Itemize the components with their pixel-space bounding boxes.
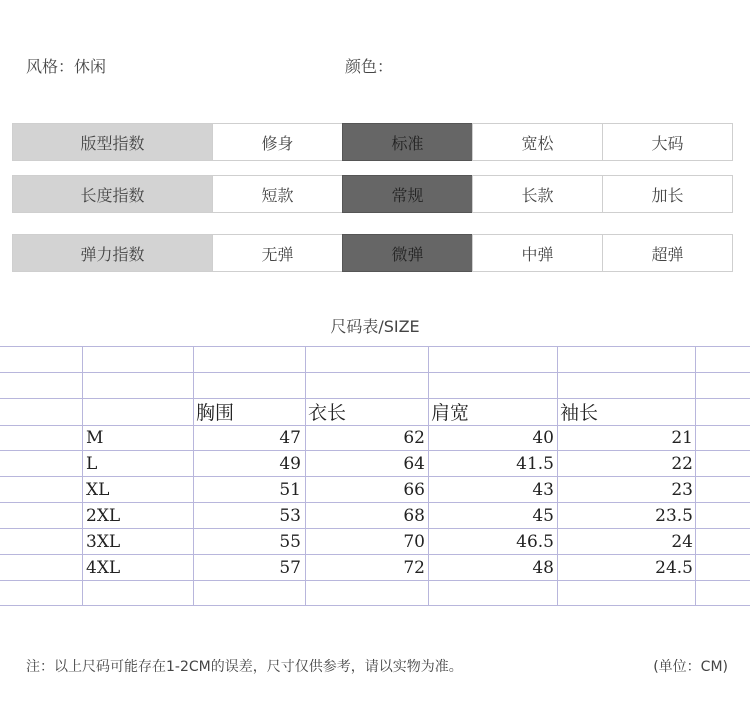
- stretch-option-slight: 微弹: [342, 234, 473, 272]
- size-label: M: [86, 428, 104, 448]
- chest-value: 47: [279, 428, 301, 448]
- length-index-label: 长度指数: [12, 175, 213, 213]
- shoulder-value: 43: [532, 480, 554, 500]
- grid-line: [557, 346, 558, 606]
- shoulder-value: 48: [532, 558, 554, 578]
- sleeve-value: 24: [671, 532, 693, 552]
- length-option-short: 短款: [212, 175, 343, 213]
- size-label: 2XL: [86, 506, 121, 526]
- length-index-row: [12, 175, 750, 213]
- stretch-option-super: 超弹: [602, 234, 733, 272]
- sleeve-value: 23: [671, 480, 693, 500]
- stretch-index-label: 弹力指数: [12, 234, 213, 272]
- length-option-long: 长款: [472, 175, 603, 213]
- style-label: 风格：休闲: [26, 57, 107, 76]
- grid-line: [0, 554, 750, 555]
- size-label: 3XL: [86, 532, 121, 552]
- length-option-extra-long: 加长: [602, 175, 733, 213]
- size-label: 4XL: [86, 558, 121, 578]
- grid-line: [428, 346, 429, 606]
- disclaimer-note: 注：以上尺码可能存在1-2CM的误差，尺寸仅供参考，请以实物为准。: [26, 659, 463, 675]
- fit-option-standard: 标准: [342, 123, 473, 161]
- fit-index-row: [12, 123, 750, 161]
- length-value: 66: [403, 480, 425, 500]
- chest-value: 49: [279, 454, 301, 474]
- sleeve-value: 22: [671, 454, 693, 474]
- fit-option-loose: 宽松: [472, 123, 603, 161]
- length-value: 64: [403, 454, 425, 474]
- sleeve-value: 24.5: [655, 558, 693, 578]
- sleeve-value: 23.5: [655, 506, 693, 526]
- grid-line: [0, 502, 750, 503]
- chest-value: 51: [279, 480, 301, 500]
- shoulder-value: 45: [532, 506, 554, 526]
- fit-option-slim: 修身: [212, 123, 343, 161]
- header-chest: 胸围: [196, 402, 235, 424]
- chest-value: 57: [279, 558, 301, 578]
- sleeve-value: 21: [671, 428, 693, 448]
- length-value: 62: [403, 428, 425, 448]
- grid-line: [0, 346, 750, 347]
- grid-line: [0, 605, 750, 606]
- color-label: 颜色：: [345, 57, 394, 76]
- grid-line: [193, 346, 194, 606]
- fit-option-large: 大码: [602, 123, 733, 161]
- grid-line: [0, 398, 750, 399]
- grid-line: [695, 346, 696, 606]
- grid-line: [0, 372, 750, 373]
- fit-index-label: 版型指数: [12, 123, 213, 161]
- stretch-option-none: 无弹: [212, 234, 343, 272]
- length-value: 70: [403, 532, 425, 552]
- size-label: L: [86, 454, 98, 474]
- size-chart-title: 尺码表/SIZE: [330, 317, 420, 336]
- length-value: 72: [403, 558, 425, 578]
- unit-label: (单位：CM): [653, 659, 728, 675]
- shoulder-value: 41.5: [516, 454, 554, 474]
- grid-line: [0, 580, 750, 581]
- header-sleeve: 袖长: [560, 402, 599, 424]
- stretch-index-row: [12, 234, 750, 272]
- header-shoulder: 肩宽: [431, 402, 470, 424]
- grid-line: [0, 476, 750, 477]
- chest-value: 53: [279, 506, 301, 526]
- size-label: XL: [86, 480, 110, 500]
- length-value: 68: [403, 506, 425, 526]
- stretch-option-medium: 中弹: [472, 234, 603, 272]
- chest-value: 55: [279, 532, 301, 552]
- grid-line: [0, 528, 750, 529]
- header-length: 衣长: [308, 402, 347, 424]
- grid-line: [0, 450, 750, 451]
- length-option-regular: 常规: [342, 175, 473, 213]
- shoulder-value: 46.5: [516, 532, 554, 552]
- grid-line: [0, 425, 750, 426]
- shoulder-value: 40: [532, 428, 554, 448]
- grid-line: [305, 346, 306, 606]
- grid-line: [82, 346, 83, 606]
